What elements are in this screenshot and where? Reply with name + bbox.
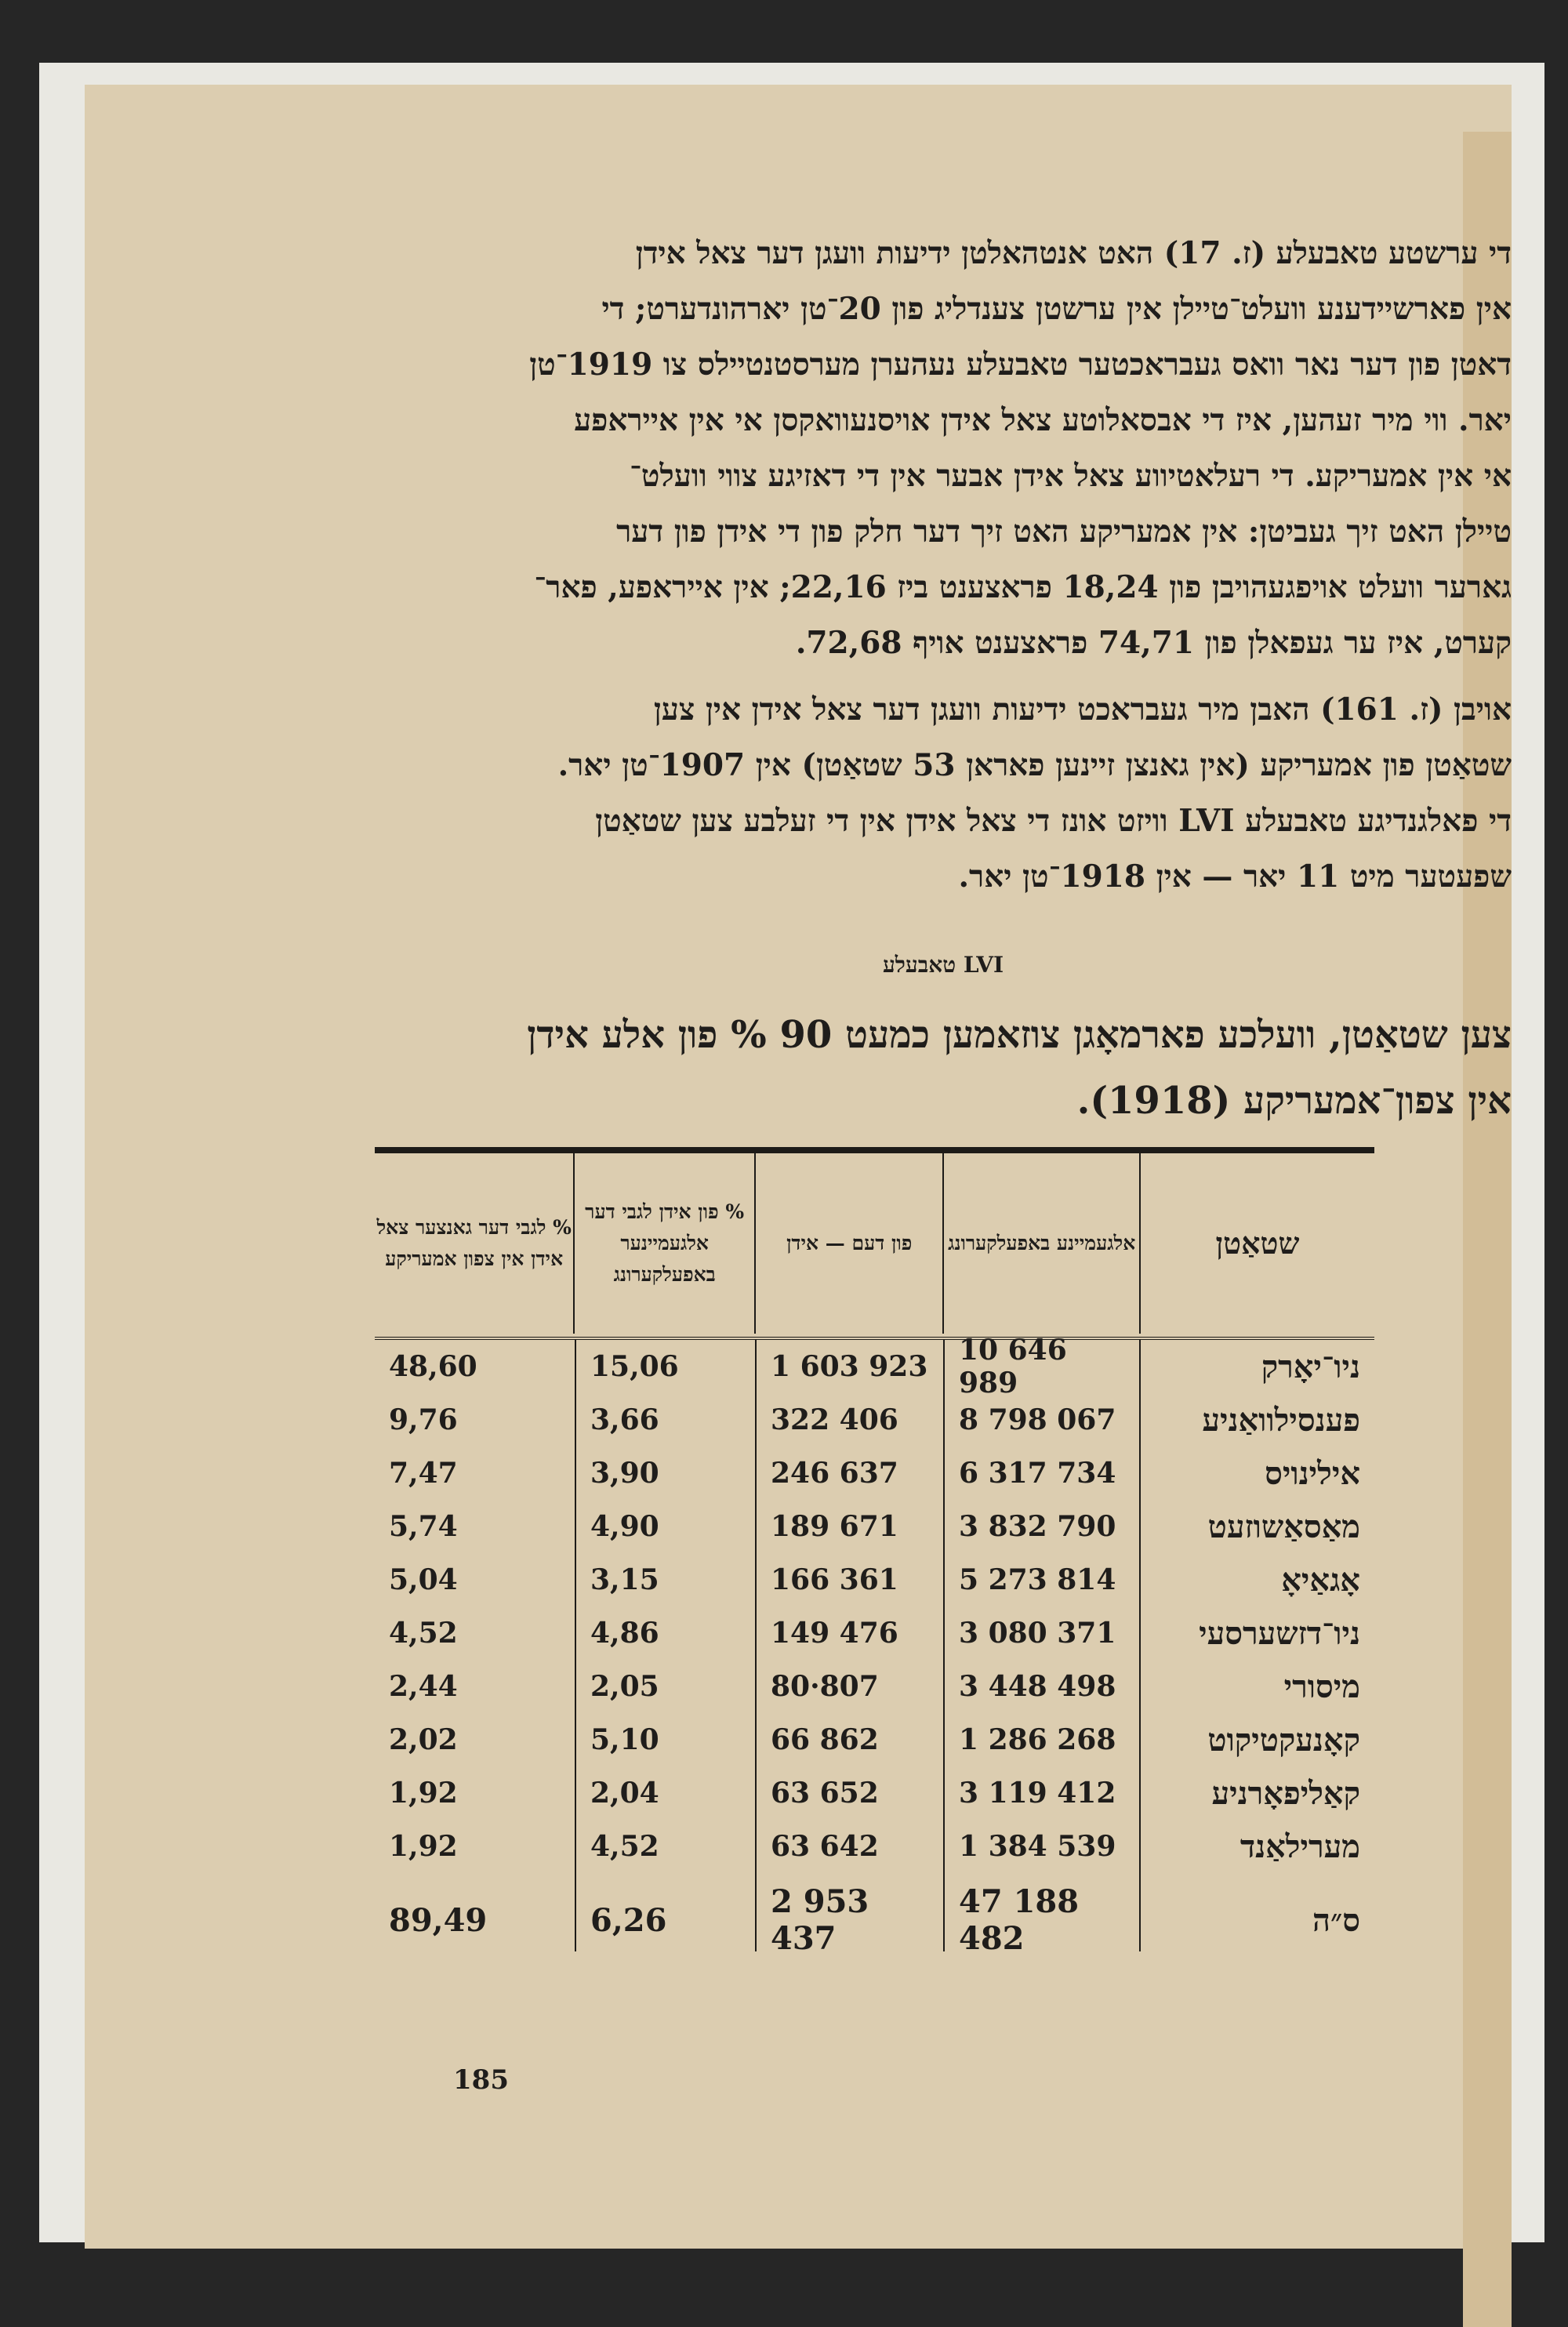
cell-pct-of-na: 9,76	[389, 1403, 458, 1436]
cell-jews: 166 361	[755, 1553, 943, 1606]
cell-pct-of-na: 1,92	[389, 1830, 458, 1863]
cell-state: ניו־יאָרק	[1139, 1340, 1374, 1393]
paragraph-line: דאטן פון דער נאר וואס געבראכטער טאבעלע נעהערן מערסטנטיילס צו 1919־טן	[529, 347, 1512, 383]
cell-state: קאָנעקטיקוט	[1139, 1713, 1374, 1766]
table-row	[375, 1447, 1374, 1500]
cell-pct-of-pop: 4,86	[575, 1606, 755, 1660]
cell-population: 3 080 371	[943, 1606, 1139, 1660]
cell-population: 1 384 539	[943, 1820, 1139, 1873]
paragraph-2	[375, 682, 1512, 905]
cell-jews: 322 406	[755, 1393, 943, 1447]
table-row	[375, 1660, 1374, 1713]
cell-jews: 149 476	[755, 1606, 943, 1660]
table-row	[375, 1500, 1374, 1553]
cell-pct-of-pop: 2,05	[575, 1660, 755, 1713]
cell-jews: 63 642	[755, 1820, 943, 1873]
table-caption: טאבעלע LVI	[882, 952, 1004, 978]
paragraph-line: אין פארשיידענע וועלט־טיילן אין ערשטן צענדליג פון 20־טן יארהונדערט; די	[601, 291, 1512, 327]
table-title	[375, 1002, 1512, 1134]
table-row	[375, 1820, 1374, 1873]
table-row	[375, 1553, 1374, 1606]
cell-jews: 246 637	[755, 1447, 943, 1500]
cell-state: אָגאַיאָ	[1139, 1553, 1374, 1606]
cell-population: 5 273 814	[943, 1553, 1139, 1606]
paragraph-line: שפעטער מיט 11 יאר — אין 1918־טן יאר.	[958, 859, 1512, 895]
cell-state: קאַליפאָרניע	[1139, 1766, 1374, 1820]
cell-jews: 66 862	[755, 1713, 943, 1766]
table-row	[375, 1766, 1374, 1820]
table-header	[375, 1153, 1374, 1340]
cell-population: 10 646 989	[943, 1340, 1139, 1393]
cell-pct-of-na: 5,04	[389, 1563, 458, 1596]
cell-state: ס״ה	[1139, 1873, 1374, 1951]
header-state: שטאַטן	[1139, 1153, 1374, 1334]
cell-pct-of-pop: 4,52	[575, 1820, 755, 1873]
header-pct-of-population: % פון אידן לגבי דער אלגעמיינער באפעלקערונג	[573, 1153, 754, 1334]
paragraph-line: די ערשטע טאבעלע (ז. 17) האט אנטהאלטן ידיעות וועגן דער צאל אידן	[635, 235, 1512, 271]
book-page	[85, 85, 1512, 2249]
paragraph-line: שטאַטן פון אמעריקע (אין גאנצן זיינען פאראן 53 שטאַטן) אין 1907־טן יאר.	[557, 747, 1512, 783]
cell-pct-of-pop: 3,66	[575, 1393, 755, 1447]
cell-pct-of-na: 7,47	[389, 1457, 458, 1490]
paragraph-1	[375, 226, 1512, 671]
cell-pct-of-na: 5,74	[389, 1510, 458, 1543]
table-title-line: אין צפון־אמעריקע (1918).	[1076, 1079, 1512, 1123]
cell-jews: 63 652	[755, 1766, 943, 1820]
table-body	[375, 1334, 1374, 1957]
cell-pct-of-na: 1,92	[389, 1777, 458, 1810]
table-row	[375, 1334, 1374, 1399]
cell-pct-of-pop: 3,90	[575, 1447, 755, 1500]
table-title-line: צען שטאַטן, וועלכע פארמאָגן צוזאמען כמעט 90 % פון אלע אידן	[527, 1013, 1512, 1057]
header-population: אלגעמיינע באפעלקערונג	[942, 1153, 1138, 1334]
text-block	[375, 226, 1512, 1189]
cell-pct-of-na: 2,02	[389, 1723, 458, 1756]
cell-pct-of-pop: 4,90	[575, 1500, 755, 1553]
paragraph-line: קערט, איז ער געפאלן פון 74,71 פראצענט אויף 72,68.	[795, 625, 1512, 661]
cell-jews: 2 953 437	[755, 1873, 943, 1951]
cell-population: 3 119 412	[943, 1766, 1139, 1820]
cell-population: 1 286 268	[943, 1713, 1139, 1766]
table-row	[375, 1393, 1374, 1447]
paragraph-line: אויבן (ז. 161) האבן מיר געבראכט ידיעות וועגן דער צאל אידן אין צען	[653, 692, 1512, 728]
cell-state: מערילאַנד	[1139, 1820, 1374, 1873]
cell-pct-of-pop: 5,10	[575, 1713, 755, 1766]
page-number: 185	[453, 2064, 509, 2096]
cell-state: מאַסאַשוזעט	[1139, 1500, 1374, 1553]
paragraph-line: טיילן האט זיך געביטן: אין אמעריקע האט זיך דער חלק פון די אידן פון דער	[616, 514, 1512, 550]
cell-pct-of-na: 2,44	[389, 1670, 458, 1703]
cell-population: 3 448 498	[943, 1660, 1139, 1713]
cell-population: 47 188 482	[943, 1873, 1139, 1951]
table-total-row	[375, 1873, 1374, 1957]
header-pct-of-north-america: % לגבי דער גאנצער צאל אידן אין צפון אמעריקע	[376, 1216, 572, 1270]
cell-state: מיסורי	[1139, 1660, 1374, 1713]
cell-jews: 1 603 923	[755, 1340, 943, 1393]
paragraph-line: יאר. ווי מיר זעהען, איז די אבסאלוטע צאל אידן אויסנעוואקסן אי אין אייראפע	[574, 402, 1512, 438]
table-row	[375, 1713, 1374, 1766]
cell-state: פענסילוואַניע	[1139, 1393, 1374, 1447]
cell-state: אילינויס	[1139, 1447, 1374, 1500]
table-row	[375, 1606, 1374, 1660]
cell-state: ניו־דזשערסעי	[1139, 1606, 1374, 1660]
cell-jews: 189 671	[755, 1500, 943, 1553]
cell-pct-of-pop: 15,06	[575, 1340, 755, 1393]
cell-jews: 80·807	[755, 1660, 943, 1713]
cell-pct-of-na: 48,60	[389, 1350, 477, 1383]
cell-pct-of-pop: 6,26	[575, 1873, 755, 1951]
cell-population: 6 317 734	[943, 1447, 1139, 1500]
header-jews: פון דעם — אידן	[754, 1153, 943, 1334]
paragraph-line: די פאלגנדיגע טאבעלע LVI וויזט אונז די צאל אידן אין די זעלבע צען שטאַטן	[595, 803, 1512, 839]
cell-pct-of-na: 89,49	[389, 1901, 488, 1939]
cell-pct-of-na: 4,52	[389, 1617, 458, 1650]
cell-pct-of-pop: 3,15	[575, 1553, 755, 1606]
cell-population: 3 832 790	[943, 1500, 1139, 1553]
paragraph-line: גארער וועלט אויפגעהויבן פון 18,24 פראצענט ביז 22,16; אין אייראפע, פאר־	[534, 569, 1512, 605]
cell-population: 8 798 067	[943, 1393, 1139, 1447]
statistics-table	[375, 1147, 1374, 1957]
paragraph-line: אי אין אמעריקע. די רעלאטיווע צאל אידן אבער אין די דאזיגע צווי וועלט־	[629, 458, 1512, 494]
cell-pct-of-pop: 2,04	[575, 1766, 755, 1820]
